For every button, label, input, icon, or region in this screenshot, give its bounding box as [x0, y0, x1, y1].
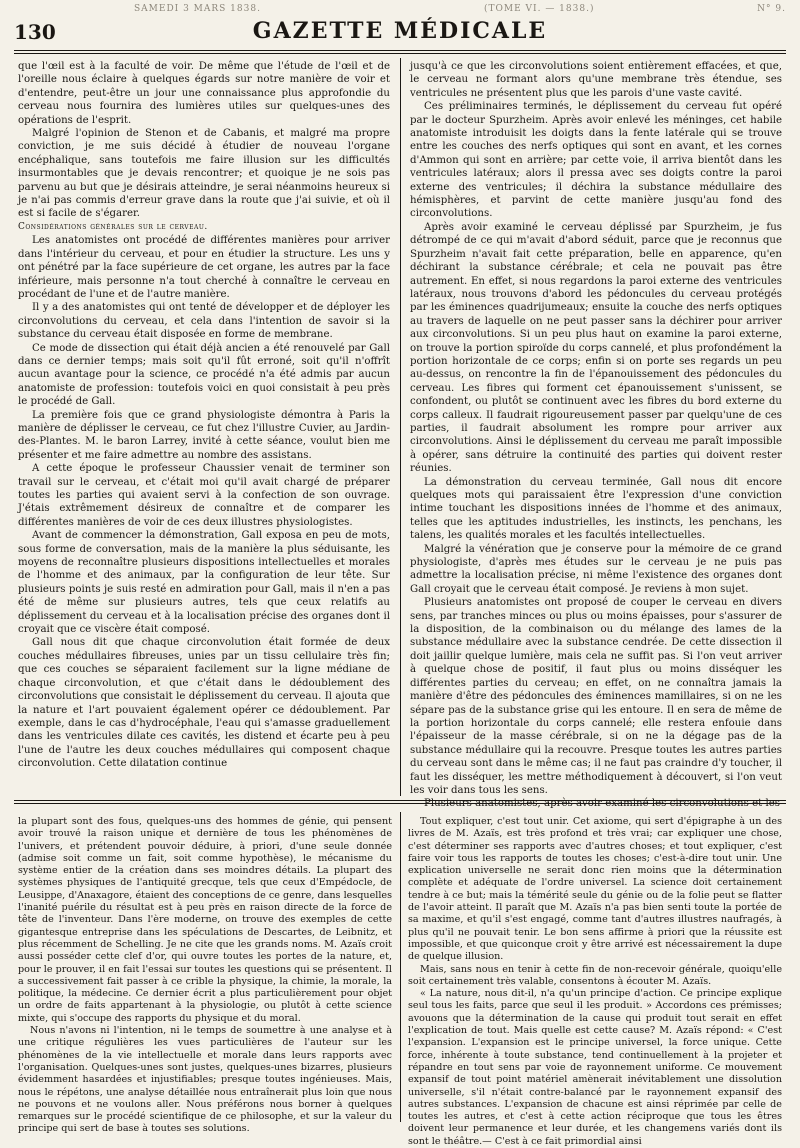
paragraph: La première fois que ce grand physiologiste démontra à Paris la manière de déplisser le cerveau, ce fut chez l'illustre Cuvier, au Jardin-des-Plantes. M. le baron Larrey, invité à cette séance, voulut bien me présenter et me faire admettre au nombre des assistans. [18, 409, 390, 461]
paragraph: Plusieurs anatomistes ont proposé de couper le cerveau en divers sens, par tranches minces ou plus ou moins épaisses, pour s'assurer de la disposition, de la combinaison ou du mélange des lames de la substance médullaire avec la substance cendrée. De cette dissection il doit jaillir quelque lumière, mais cela ne suffit pas. Si l'on veut arriver à quelque chose de positif, il faut plus ou moins disséquer les différentes parties du cerveau; en effet, on ne connaîtra jamais la manière d'être des pédoncules des éminences mamillaires, si on ne les sépare pas de la substance grise qui les entoure. Il en sera de même de la portion horizontale du corps cannelé; elle restera enfouie dans l'épaisseur de la masse cérébrale, si on ne la dégage pas de la substance médullaire qui la recouvre. Presque toutes les autres parties du cerveau sont dans le même cas; il ne faut pas craindre d'y toucher, il faut les disséquer, les mettre méthodiquement à découvert, si l'on veut les voir dans tous les sens. [410, 597, 782, 796]
page-header [14, 14, 786, 50]
paragraph: Ces préliminaires terminés, le déplissement du cerveau fut opéré par le docteur Spurzheim. Après avoir enlevé les méninges, cet habile anatomiste introduisit les doigts dans la fente latérale qui se trouve entre les couches des nerfs optiques qui sont en avant, et les cornes d'Ammon qui sont en arrière; par cette voie, il arriva bientôt dans les ventricules latéraux; alors il pressa avec ses doigts contre la paroi externe des ventricules; il déchira la substance médullaire des hémisphères, et parvint de cette manière jusqu'au fond des circonvolutions. [410, 101, 782, 220]
paragraph: La démonstration du cerveau terminée, Gall nous dit encore quelques mots qui paraissaient être l'expression d'une conviction intime touchant les dispositions innées de l'homme et des animaux, telles que les aptitudes industrielles, les instincts, les penchans, les talens, les qualités morales et les facultés intellectuelles. [410, 476, 782, 542]
paragraph: Il y a des anatomistes qui ont tenté de développer et de déployer les circonvolutions du cerveau, et cela dans l'intention de savoir si la substance du cerveau était disposée en forme de membrane. [18, 302, 390, 341]
column-top-right [410, 60, 782, 810]
paragraph: la plupart sont des fous, quelques-uns des hommes de génie, qui pensent avoir trouvé la raison unique et dernière de tous les phénomènes de l'univers, et prétendent pouvoir déduire, à priori, d'une seule donnée (admise soit comme un fait, soit comme hypothèse), le mécanisme du système entier de la création dans ses moindres détails. La plupart des systèmes physiques de l'antiquité grecque, tels que ceux d'Empédocle, de Leusippe, d'Anaxagore, étaient des conceptions de ce genre, dans lesquelles l'inanité puérile du résultat est à peu près en raison directe de la force de tête de l'inventeur. Dans l'ère moderne, on trouve des exemples de cette gigantesque entreprise dans les spéculations de Descartes, de Leibnitz, et plus récemment de Schelling. Je ne cite que les grands noms. M. Azaïs croit aussi posséder cette clef d'or, qui ouvre toutes les portes de la nature, et, pour le prouver, il en fait l'essai sur toutes les questions qui se présentent. Il a successivement fait passer à ce crible la physique, la chimie, la morale, la politique, la médecine. Ce dernier écrit a plus particulièrement pour objet un ordre de faits appartenant à la physiologie, ou plutôt à cette science mixte, qui s'occupe des rapports du physique et du moral. [18, 816, 392, 1024]
paragraph: Mais, sans nous en tenir à cette fin de non-recevoir générale, quoiqu'elle soit certainement très valable, consentons à écouter M. Azaïs. [408, 963, 782, 987]
running-head-volume: (TOME VI. — 1838.) [484, 4, 595, 14]
paragraph: Nous n'avons ni l'intention, ni le temps de soumettre à une analyse et à une critique régulières les vues particulières de l'auteur sur les phénomènes de la vie intellectuelle et morale dans leurs rapports avec l'organisation. Quelques-unes sont justes, quelques-unes bizarres, plusieurs évidemment hasardées et injustifiables; presque toutes ingénieuses. Mais, nous le répétons, une analyse détaillée nous entraînerait plus loin que nous ne pouvons et ne voulons aller. Nous préférons nous borner à quelques remarques sur le procédé scientifique de ce philosophe, et sur la valeur du principe qui sert de base à toutes ses solutions. [18, 1025, 392, 1135]
paragraph: Malgré la vénération que je conserve pour la mémoire de ce grand physiologiste, d'après mes études sur le cerveau je ne puis pas admettre la localisation précise, ni même l'existence des organes dont Gall croyait que le cerveau était composé. Je reviens à mon sujet. [410, 543, 782, 595]
paragraph: A cette époque le professeur Chaussier venait de terminer son travail sur le cerveau, et c'était moi qu'il avait chargé de préparer toutes les parties qui avaient servi à la confection de son ouvrage. J'étais extrêmement désireux de connaître et de comparer les différentes manières de voir de ces deux illustres physiologistes. [18, 463, 390, 528]
feuilleton-rule [14, 800, 786, 801]
paragraph: Les anatomistes ont procédé de différentes manières pour arriver dans l'intérieur du cerveau, et pour en étudier la structure. Les uns y ont pénétré par la face supérieure de cet organe, les autres par la face inférieure, mais personne n'a tout cherché à connaître le cerveau en procédant de l'une et de l'autre manière. [18, 235, 390, 300]
journal-title: GAZETTE MÉDICALE [252, 18, 548, 44]
paragraph: Plusieurs anatomistes, après avoir examiné les circonvolutions et les [424, 798, 780, 810]
feuilleton-divider [400, 812, 401, 1122]
column-bottom-left [18, 816, 392, 1135]
header-rule [14, 50, 786, 51]
column-top-left [18, 60, 390, 794]
section-title: Considérations générales sur le cerveau. [18, 221, 208, 232]
paragraph: « La nature, nous dit-il, n'a qu'un principe d'action. Ce principe explique seul tous les faits, parce que seul il les produit. » Accordons ces prémisses; avouons que la détermination de la cause qui produit tout serait en effet l'explication de tout. Mais quelle est cette cause? M. Azaïs répond: « C'est l'expansion. L'expansion est le principe universel, la force unique. Cette force, inhérente à toute substance, tend continuellement à la projeter et répandre en tout sens par voie de rayonnement uniforme. Ce mouvement expansif de tout point matériel amènerait inévitablement une dissolution universelle, s'il n'était contre-balancé par le rayonnement expansif des autres substances. L'expansion de chacune est ainsi réprimée par celle de toutes les autres, et c'est à cette action réciproque que tous les êtres doivent leur permanence et leur durée, et les changemens variés dont ils sont le théâtre.— C'est à ce fait primordial ainsi [408, 988, 782, 1147]
paragraph: Ce mode de dissection qui était déjà ancien a été renouvelé par Gall dans ce dernier temps; mais soit qu'il fût erroné, soit qu'il n'offrît aucun avantage pour la science, ce procédé n'a été admis par aucun anatomiste de profession: toutefois voici en quoi consistait à peu près le procédé de Gall. [18, 342, 390, 408]
paragraph: Avant de commencer la démonstration, Gall exposa en peu de mots, sous forme de conversation, mais de la manière la plus séduisante, les moyens de reconnaître plusieurs dispositions intellectuelles et morales de l'homme et des animaux, par la configuration de leur tête. Sur plusieurs points je suis resté en admiration pour Gall, mais il n'en a pas été de même sur plusieurs autres, tels que ceux relatifs au déplissement du cerveau et à la localisation précise des organes dont il croyait que ce viscère était composé. [18, 530, 390, 636]
paragraph: Tout expliquer, c'est tout unir. Cet axiome, qui sert d'épigraphe à un des livres de M. Azaïs, est très profond et très vrai; car expliquer une chose, c'est déterminer ses rapports avec d'autres choses; et tout expliquer, c'est faire voir tous les rapports de toutes les choses; c'est-à-dire tout unir. Une explication universelle ne serait donc rien moins que la détermination complète et adéquate de l'ordre universel. La science doit certainement tendre à ce but; mais la témérité seule du génie ou de la folie peut se flatter de l'avoir atteint. Il paraît que M. Azaïs n'a pas bien senti toute la portée de sa maxime, et qu'il s'est engagé, comme tant d'autres illustres naufragés, à plus qu'il ne pouvait tenir. Le bon sens affirme à priori que la réussite est impossible, et que quiconque croit y être arrivé est nécessairement la dupe de quelque illusion. [408, 816, 782, 963]
running-head-issue: N° 9. [757, 4, 786, 14]
running-head-date: SAMEDI 3 MARS 1838. [134, 4, 261, 14]
header-rule-double [14, 53, 786, 54]
feuilleton-rule-double [14, 803, 786, 804]
paragraph: que l'œil est à la faculté de voir. De même que l'étude de l'œil et de l'oreille nous éclaire à quelques égards sur notre manière de voir et d'entendre, peut-être un jour une connaissance plus approfondie du cerveau nous fournira des lumières utiles sur quelques-unes des opérations de l'esprit. [18, 61, 390, 126]
paragraph: jusqu'à ce que les circonvolutions soient entièrement effacées, et que, le cerveau ne formant alors qu'une membrane très étendue, ses ventricules ne présentent plus que les parois d'une vaste cavité. [410, 61, 782, 99]
page-number: 130 [14, 20, 56, 44]
paragraph: Après avoir examiné le cerveau déplissé par Spurzheim, je fus détrompé de ce qui m'avait d'abord séduit, parce que je reconnus que Spurzheim n'avait fait cette préparation, belle en apparence, qu'en déchirant la substance cérébrale; et cela ne pouvait pas être autrement. En effet, si nous regardons la paroi externe des ventricules latéraux, nous trouvons d'abord les pédoncules du cerveau protégés par les éminences quadrijumeaux; ensuite la couche des nerfs optiques au travers de laquelle on ne peut passer sans la déchirer pour arriver aux circonvolutions. Si un peu plus haut on examine la paroi externe, on trouve la portion spiroïde du corps cannelé, et plus profondément la portion horizontale de ce corps; enfin si on porte ses regards un peu au-dessus, on rencontre la fin de l'épanouissement des pédoncules du cerveau. Les fibres qui forment cet épanouissement s'unissent, se confondent, ou plutôt se continuent avec les fibres du bord externe du corps calleux. Il faudrait rigoureusement passer par quelqu'une de ces parties, il faudrait absolument les rompre pour arriver aux circonvolutions. Ainsi le déplissement du cerveau me paraît impossible à opérer, sans détruire la continuité des parties qui doivent rester réunies. [410, 221, 782, 475]
paragraph: Malgré l'opinion de Stenon et de Cabanis, et malgré ma propre conviction, je me suis décidé à étudier de nouveau l'organe encéphalique, sans toutefois me faire illusion sur les difficultés insurmontables que je devais rencontrer; et quoique je ne sois pas parvenu au but que je désirais atteindre, je serai néanmoins heureux si je n'ai pas commis d'erreur grave dans la route que j'ai suivie, et où il est si facile de s'égarer. [18, 128, 390, 220]
paragraph: Gall nous dit que chaque circonvolution était formée de deux couches médullaires fibreuses, unies par un tissu cellulaire très fin; que ces couches se séparaient facilement sur la ligne médiane de chaque circonvolution, et que c'était dans le dédoublement des circonvolutions que consistait le déplissement du cerveau. Il ajouta que la nature et l'art pouvaient également opérer ce dédoublement. Par exemple, dans le cas d'hydrocéphale, l'eau qui s'amasse graduellement dans les ventricules dilate ces cavités, les distend et écarte peu à peu l'une de l'autre les deux couches médullaires qui composent chaque circonvolution. Cette dilatation continue [18, 637, 390, 770]
column-bottom-right [408, 816, 782, 1147]
column-divider [400, 58, 401, 796]
